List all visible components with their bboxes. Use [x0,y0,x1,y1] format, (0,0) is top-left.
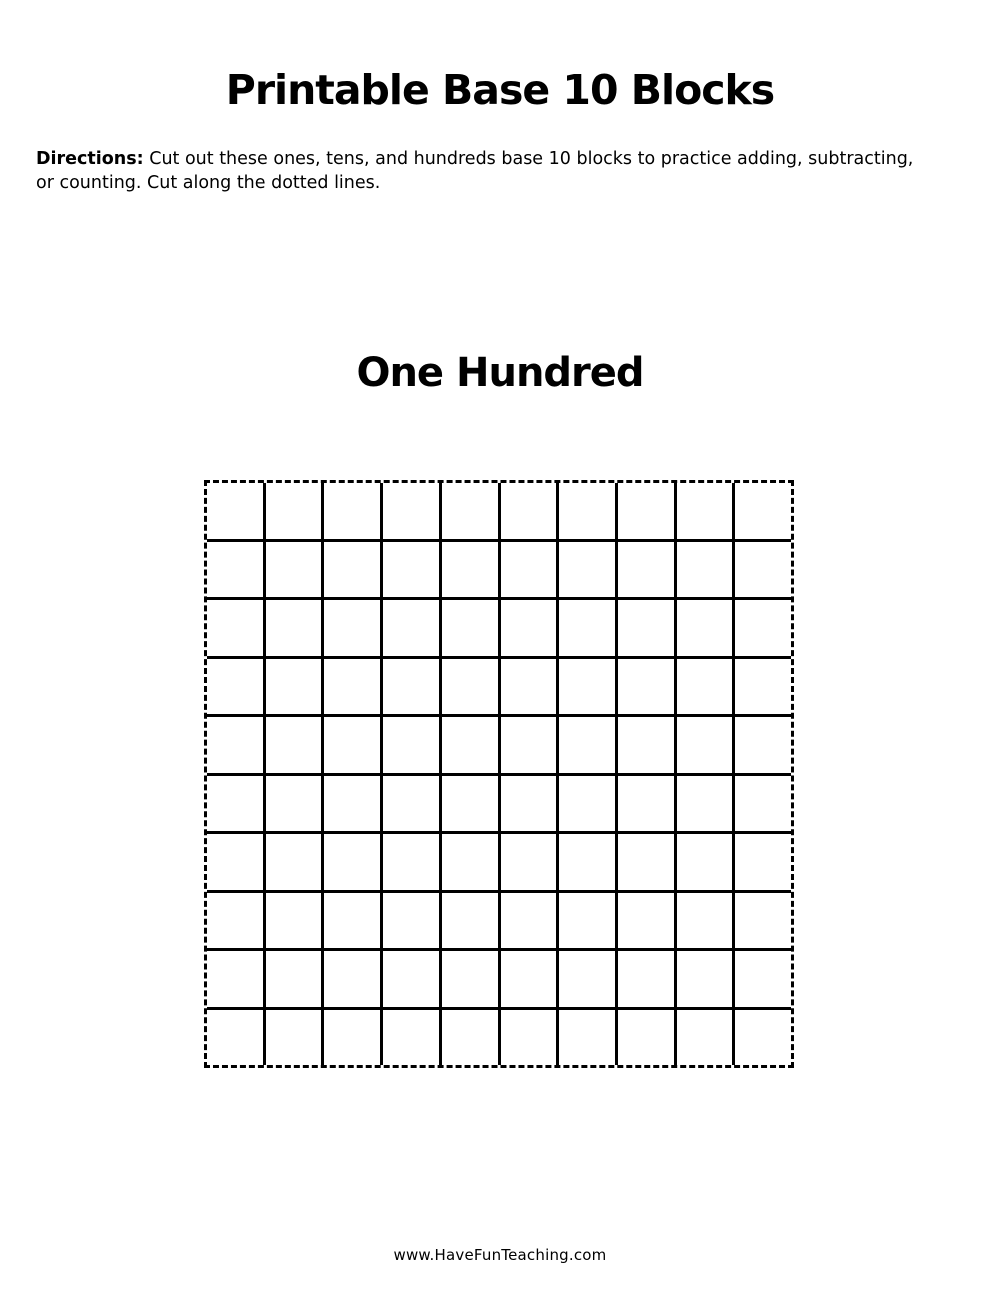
grid-cell [442,600,498,656]
grid-cell [677,893,733,949]
grid-cell [618,893,674,949]
grid-cell [266,1010,322,1066]
grid-cell [266,717,322,773]
grid-cell [677,542,733,598]
directions-paragraph [36,147,916,195]
grid-cell [501,951,557,1007]
grid-cell [383,834,439,890]
grid-cell [266,542,322,598]
grid-cell [618,951,674,1007]
grid-cell [735,1010,791,1066]
grid-cell [383,1010,439,1066]
grid-cell [442,659,498,715]
grid-cell [559,659,615,715]
grid-cell [207,776,263,832]
grid-cell [383,483,439,539]
grid-cell [677,951,733,1007]
grid-cell [324,717,380,773]
grid-cell [324,483,380,539]
grid-cell [735,483,791,539]
grid-cell [501,659,557,715]
grid-cell [207,1010,263,1066]
grid-cell [677,659,733,715]
grid-cell [207,834,263,890]
grid-cell [442,834,498,890]
grid-cell [266,951,322,1007]
grid-cell [618,659,674,715]
grid-cell [324,776,380,832]
grid-cell [559,776,615,832]
grid-cell [618,483,674,539]
grid-cell [266,776,322,832]
grid-cell [501,600,557,656]
grid-cell [207,951,263,1007]
grid-cell [677,1010,733,1066]
grid-cell [442,893,498,949]
grid-cell [266,659,322,715]
grid-cell [618,600,674,656]
grid-cell [383,893,439,949]
grid-cell [442,1010,498,1066]
footer-url: www.HaveFunTeaching.com [393,1246,607,1264]
grid-cell [559,717,615,773]
grid-cell [559,600,615,656]
grid-cell [266,893,322,949]
hundreds-block-grid [204,480,794,1068]
grid-cell [442,542,498,598]
grid-cell [442,776,498,832]
grid-cell [501,893,557,949]
grid-cell [324,1010,380,1066]
grid-cell [501,834,557,890]
directions-text: Cut out these ones, tens, and hundreds base 10 blocks to practice adding, subtracting, or counting. Cut along the dotted lines. [36,149,914,193]
grid-cell [559,893,615,949]
grid-cell [207,893,263,949]
grid-cell [559,1010,615,1066]
grid-cell [618,776,674,832]
grid-cell [442,483,498,539]
grid-cell [383,542,439,598]
grid-cell [618,542,674,598]
grid-cell [266,834,322,890]
grid-cell [559,834,615,890]
grid-cell [618,717,674,773]
grid-cell [324,893,380,949]
grid-cell [735,776,791,832]
grid-cell [501,483,557,539]
grid-cell [501,776,557,832]
grid-cell [442,951,498,1007]
grid-cell [735,893,791,949]
grid-cell [677,717,733,773]
grid-cell [207,542,263,598]
grid-cell [559,483,615,539]
grid-cell [442,717,498,773]
grid-cell [207,600,263,656]
grid-cell [324,600,380,656]
grid-cell [735,542,791,598]
section-title-one-hundred: One Hundred [356,350,644,396]
grid-cell [501,1010,557,1066]
grid-cell [383,600,439,656]
grid-cell [324,951,380,1007]
page-title: Printable Base 10 Blocks [225,66,775,114]
grid-cell [501,717,557,773]
grid-cell [735,659,791,715]
grid-cell [266,483,322,539]
grid-cell [559,951,615,1007]
grid-cell [207,717,263,773]
directions-label: Directions: [36,149,144,169]
grid-cell [559,542,615,598]
grid-cell [207,483,263,539]
grid-cell [618,1010,674,1066]
grid-cell [677,600,733,656]
grid-cell [324,542,380,598]
grid-cell [383,776,439,832]
grid-cell [383,717,439,773]
grid-cell [324,834,380,890]
grid-cell [618,834,674,890]
grid-cell [677,483,733,539]
grid-cell [324,659,380,715]
grid-cell [735,717,791,773]
grid-cell [266,600,322,656]
grid-cell [501,542,557,598]
grid-cell [735,951,791,1007]
grid-cell [677,834,733,890]
grid-cell [735,600,791,656]
grid-cell [735,834,791,890]
grid-cell [383,951,439,1007]
grid-cell [207,659,263,715]
grid-cell [677,776,733,832]
grid-cell [383,659,439,715]
